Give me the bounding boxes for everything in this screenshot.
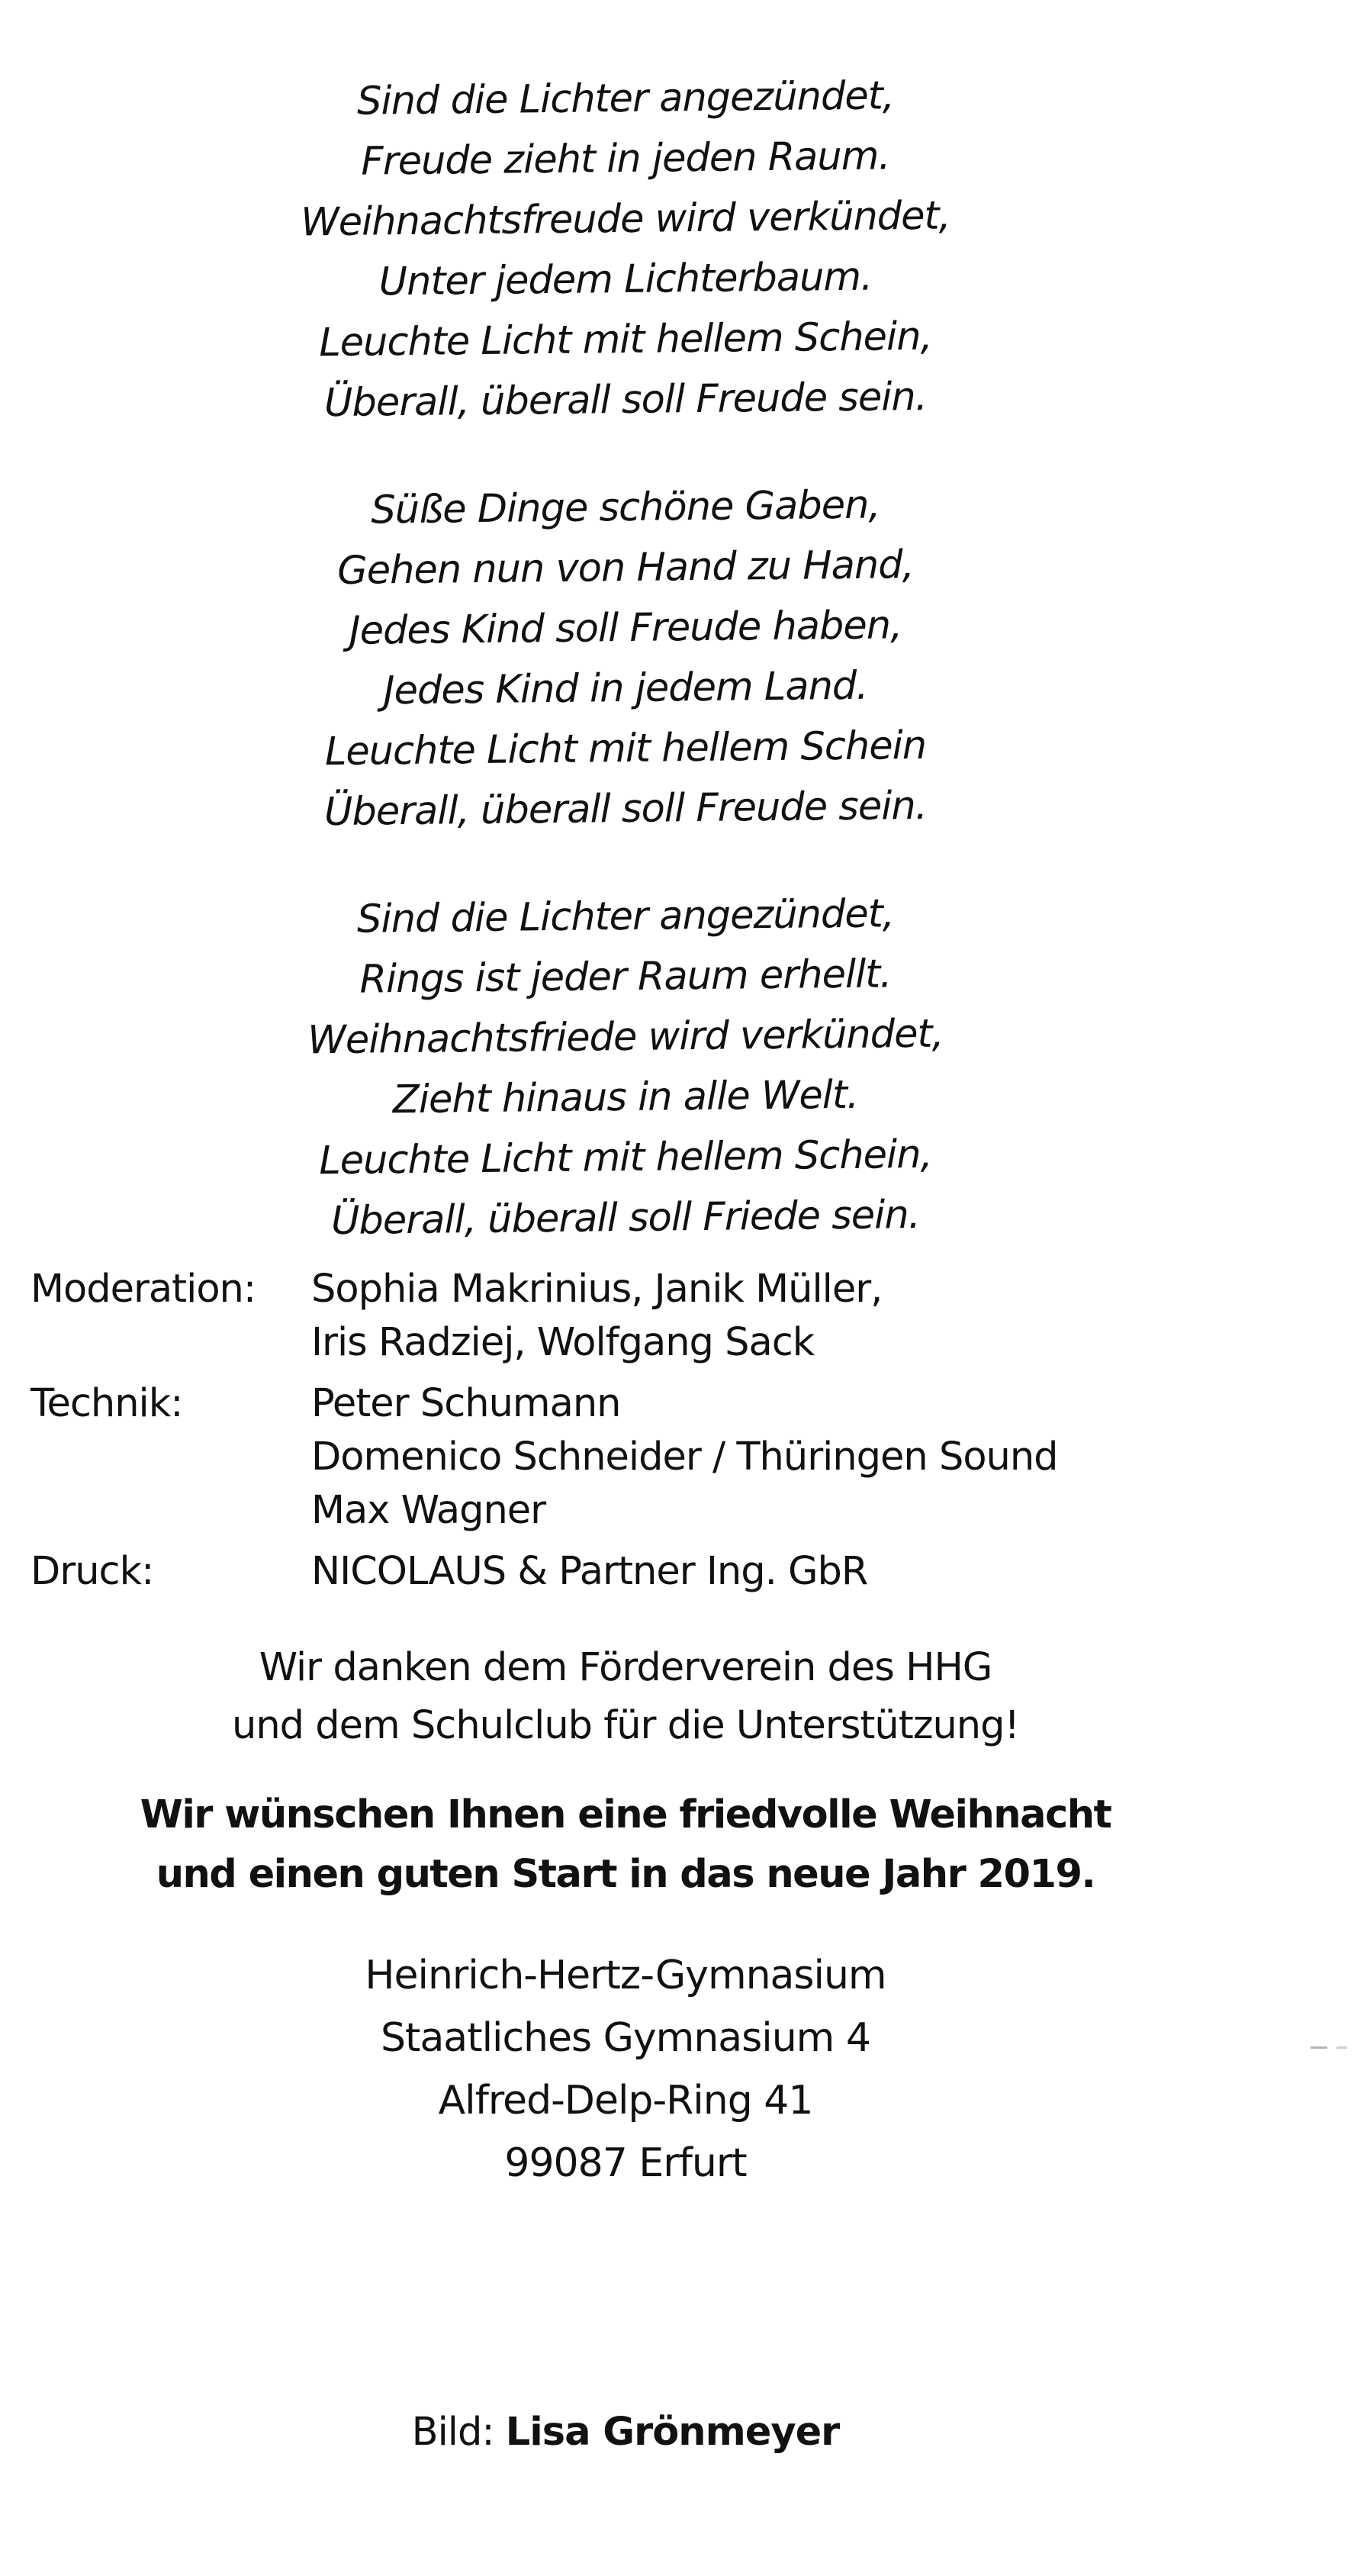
- poem-line: Sind die Lichter angezündet,: [356, 891, 895, 942]
- poem-line: Leuchte Licht mit hellem Schein,: [319, 314, 932, 366]
- poem-line: Leuchte Licht mit hellem Schein: [324, 723, 927, 775]
- credit-value: Domenico Schneider / Thüringen Sound: [311, 1435, 1058, 1480]
- credit-row-druck: [31, 1545, 1175, 1599]
- address-line: Heinrich-Hertz-Gymnasium: [365, 1953, 886, 1998]
- poem-stanza-1: [0, 69, 1251, 430]
- poem-line: Gehen nun von Hand zu Hand,: [336, 543, 915, 594]
- poem-line: Jedes Kind in jedem Land.: [383, 663, 868, 714]
- poem-line: Rings ist jeder Raum erhellt.: [359, 952, 892, 1003]
- poem-line: Weihnachtsfreude wird verkündet,: [300, 193, 951, 246]
- poem-stanza-3: [0, 887, 1251, 1248]
- image-credit-artist: Lisa Grönmeyer: [505, 2410, 840, 2455]
- credit-value: Sophia Makrinius, Janik Müller,: [311, 1267, 883, 1312]
- poem-line: Leuchte Licht mit hellem Schein,: [319, 1132, 932, 1184]
- credit-value: Max Wagner: [311, 1488, 546, 1533]
- credit-row-technik: [31, 1377, 1175, 1538]
- poem-stanza-2: [0, 478, 1251, 839]
- address-line: Alfred-Delp-Ring 41: [438, 2078, 813, 2124]
- poem-line: Zieht hinaus in alle Welt.: [392, 1072, 859, 1123]
- address-line: 99087 Erfurt: [504, 2140, 747, 2186]
- credit-label: Technik:: [31, 1381, 183, 1426]
- poem-line: Unter jedem Lichterbaum.: [378, 254, 873, 305]
- credit-row-moderation: [31, 1263, 1175, 1370]
- credit-value: NICOLAUS & Partner Ing. GbR: [311, 1549, 868, 1594]
- address-line: Staatliches Gymnasium 4: [381, 2015, 870, 2061]
- wishes-line: und einen guten Start in das neue Jahr 2019.: [156, 1852, 1095, 1897]
- poem-line: Überall, überall soll Friede sein.: [330, 1192, 921, 1245]
- credits: [31, 1263, 1175, 1606]
- poem-line: Freude zieht in jeden Raum.: [361, 134, 890, 185]
- poem: [0, 69, 1251, 1296]
- credit-values: [311, 1377, 1175, 1538]
- school-address: [0, 1944, 1251, 2194]
- holiday-wishes: [0, 1785, 1251, 1905]
- scan-artifact: [1311, 2046, 1327, 2049]
- credit-value: Iris Radziej, Wolfgang Sack: [311, 1320, 815, 1365]
- thanks-line: und dem Schulclub für die Unterstützung!: [232, 1703, 1019, 1748]
- poem-line: Weihnachtsfriede wird verkündet,: [307, 1011, 944, 1064]
- credit-label: Druck:: [31, 1549, 154, 1594]
- thanks-note: [0, 1639, 1251, 1755]
- poem-line: Jedes Kind soll Freude haben,: [349, 603, 902, 654]
- credit-values: [311, 1545, 1175, 1599]
- poem-line: Süße Dinge schöne Gaben,: [371, 482, 880, 533]
- credit-values: [311, 1263, 1175, 1370]
- credit-value: Peter Schumann: [311, 1381, 621, 1426]
- wishes-line: Wir wünschen Ihnen eine friedvolle Weihnacht: [140, 1792, 1111, 1837]
- image-credit: [0, 2404, 1251, 2462]
- image-credit-label: Bild:: [411, 2410, 494, 2455]
- scan-artifact: [1336, 2046, 1347, 2049]
- credit-label: Moderation:: [31, 1267, 256, 1312]
- poem-line: Sind die Lichter angezündet,: [356, 73, 895, 124]
- poem-line: Überall, überall soll Freude sein.: [323, 783, 928, 836]
- thanks-line: Wir danken dem Förderverein des HHG: [259, 1645, 992, 1690]
- poem-line: Überall, überall soll Freude sein.: [323, 374, 928, 427]
